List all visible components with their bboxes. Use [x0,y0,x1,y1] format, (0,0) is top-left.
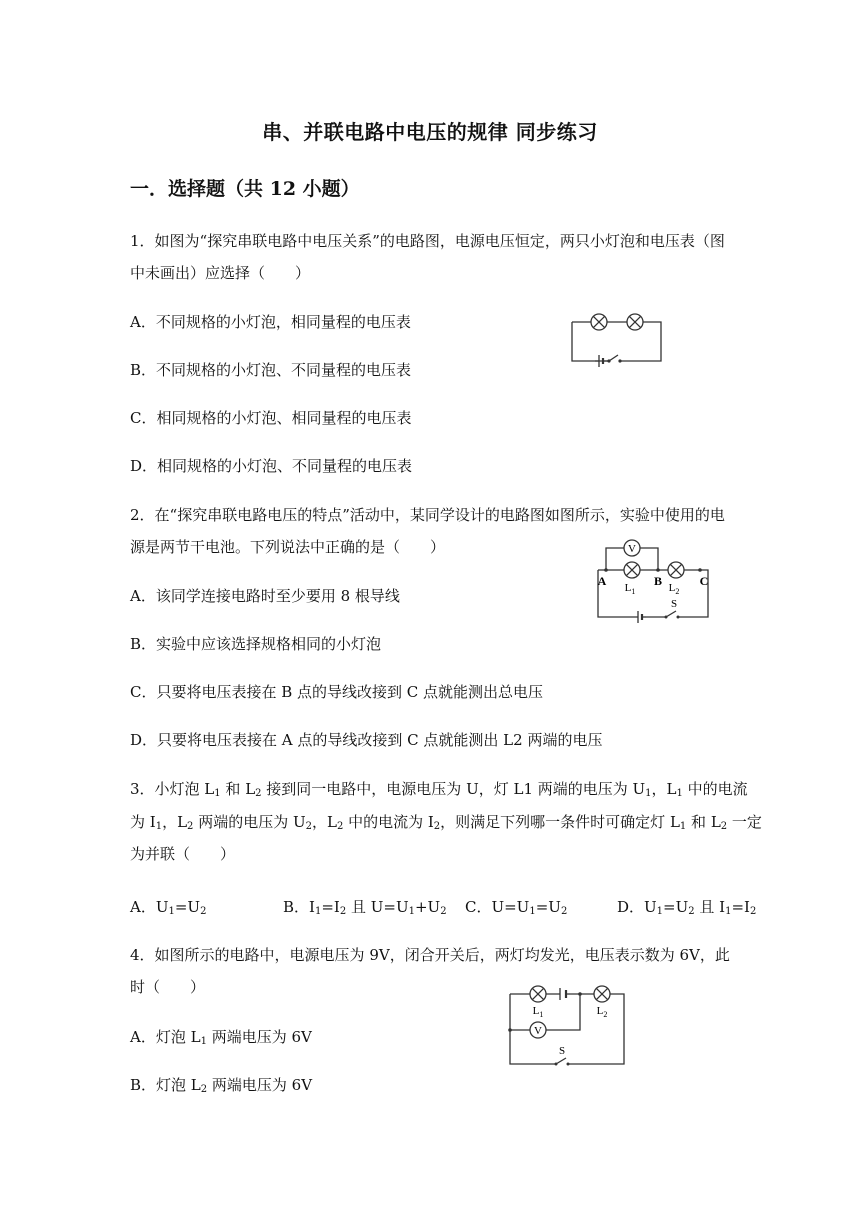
question-2-option-c: C．只要将电压表接在 B 点的导线改接到 C 点就能测出总电压 [130,683,544,701]
question-2-line-2: 源是两节干电池。下列说法中正确的是（ ） [130,538,446,556]
page-title: 串、并联电路中电压的规律 同步练习 [262,120,598,144]
question-1-line-1: 1．如图为“探究串联电路中电压关系”的电路图，电源电压恒定，两只小灯泡和电压表（图 [130,232,725,250]
lamp-l2-label: $L_2$ [668,582,680,596]
section-heading: 一．选择题（共 12 小题） [130,178,360,200]
question-4-line-1: 4．如图所示的电路中，电源电压为 9V，闭合开关后，两灯均发光，电压表示数为 6V，此 [130,946,730,964]
point-b-label: B [653,574,663,588]
voltmeter-symbol: V [628,543,636,555]
switch-label: S [558,1045,566,1057]
question-3-option-c: C．$U=U_1=U_2$ [465,898,568,917]
point-a-label: A [597,574,607,588]
question-1-circuit-figure [565,308,670,370]
question-1-option-d: D．相同规格的小灯泡、不同量程的电压表 [130,457,413,475]
question-2-line-1: 2．在“探究串联电路电压的特点”活动中，某同学设计的电路图如图所示，实验中使用的电 [130,506,725,524]
question-3-option-a: A．$U_1=U_2$ [130,898,207,917]
question-3-option-d: D．$U_1=U_2$ 且 $I_1=I_2$ [617,898,757,917]
question-4-option-b: B．灯泡 $L_2$ 两端电压为 6V [130,1076,313,1095]
voltmeter-symbol: V [534,1025,542,1037]
lamp-l2-label: $L_2$ [596,1005,608,1019]
question-3-line-1: 3．小灯泡 $L_1$ 和 $L_2$ 接到同一电路中，电源电压为 U，灯 L1 两端的电压为 $U_1$，$L_1$ 中的电流 [130,780,748,799]
question-4-option-a: A．灯泡 $L_1$ 两端电压为 6V [130,1028,312,1047]
lamp-l1-label: $L_1$ [624,582,636,596]
question-3-line-3: 为并联（ ） [130,845,236,863]
question-1-option-c: C．相同规格的小灯泡、相同量程的电压表 [130,409,412,427]
question-1-line-2: 中未画出）应选择（ ） [130,264,311,282]
lamp-l1-label: $L_1$ [532,1005,544,1019]
question-2-option-d: D．只要将电压表接在 A 点的导线改接到 C 点就能测出 L2 两端的电压 [130,731,603,749]
question-3-option-b: B．$I_1=I_2$ 且 $U=U_1+U_2$ [283,898,447,917]
question-1-option-b: B．不同规格的小灯泡、不同量程的电压表 [130,361,412,379]
question-3-line-2: 为 $I_1$，$L_2$ 两端的电压为 $U_2$，$L_2$ 中的电流为 $I_2$，则满足下列哪一条件时可确定灯 $L_1$ 和 $L_2$ 一定 [130,813,762,832]
question-2-option-a: A．该同学连接电路时至少要用 8 根导线 [130,587,400,605]
switch-label: S [670,598,678,610]
question-2-option-b: B．实验中应该选择规格相同的小灯泡 [130,635,382,653]
question-4-circuit-figure [500,980,630,1070]
question-1-option-a: A．不同规格的小灯泡，相同量程的电压表 [130,313,411,331]
question-4-line-2: 时（ ） [130,978,206,996]
question-2-circuit-figure [592,539,716,625]
point-c-label: C [699,574,709,588]
